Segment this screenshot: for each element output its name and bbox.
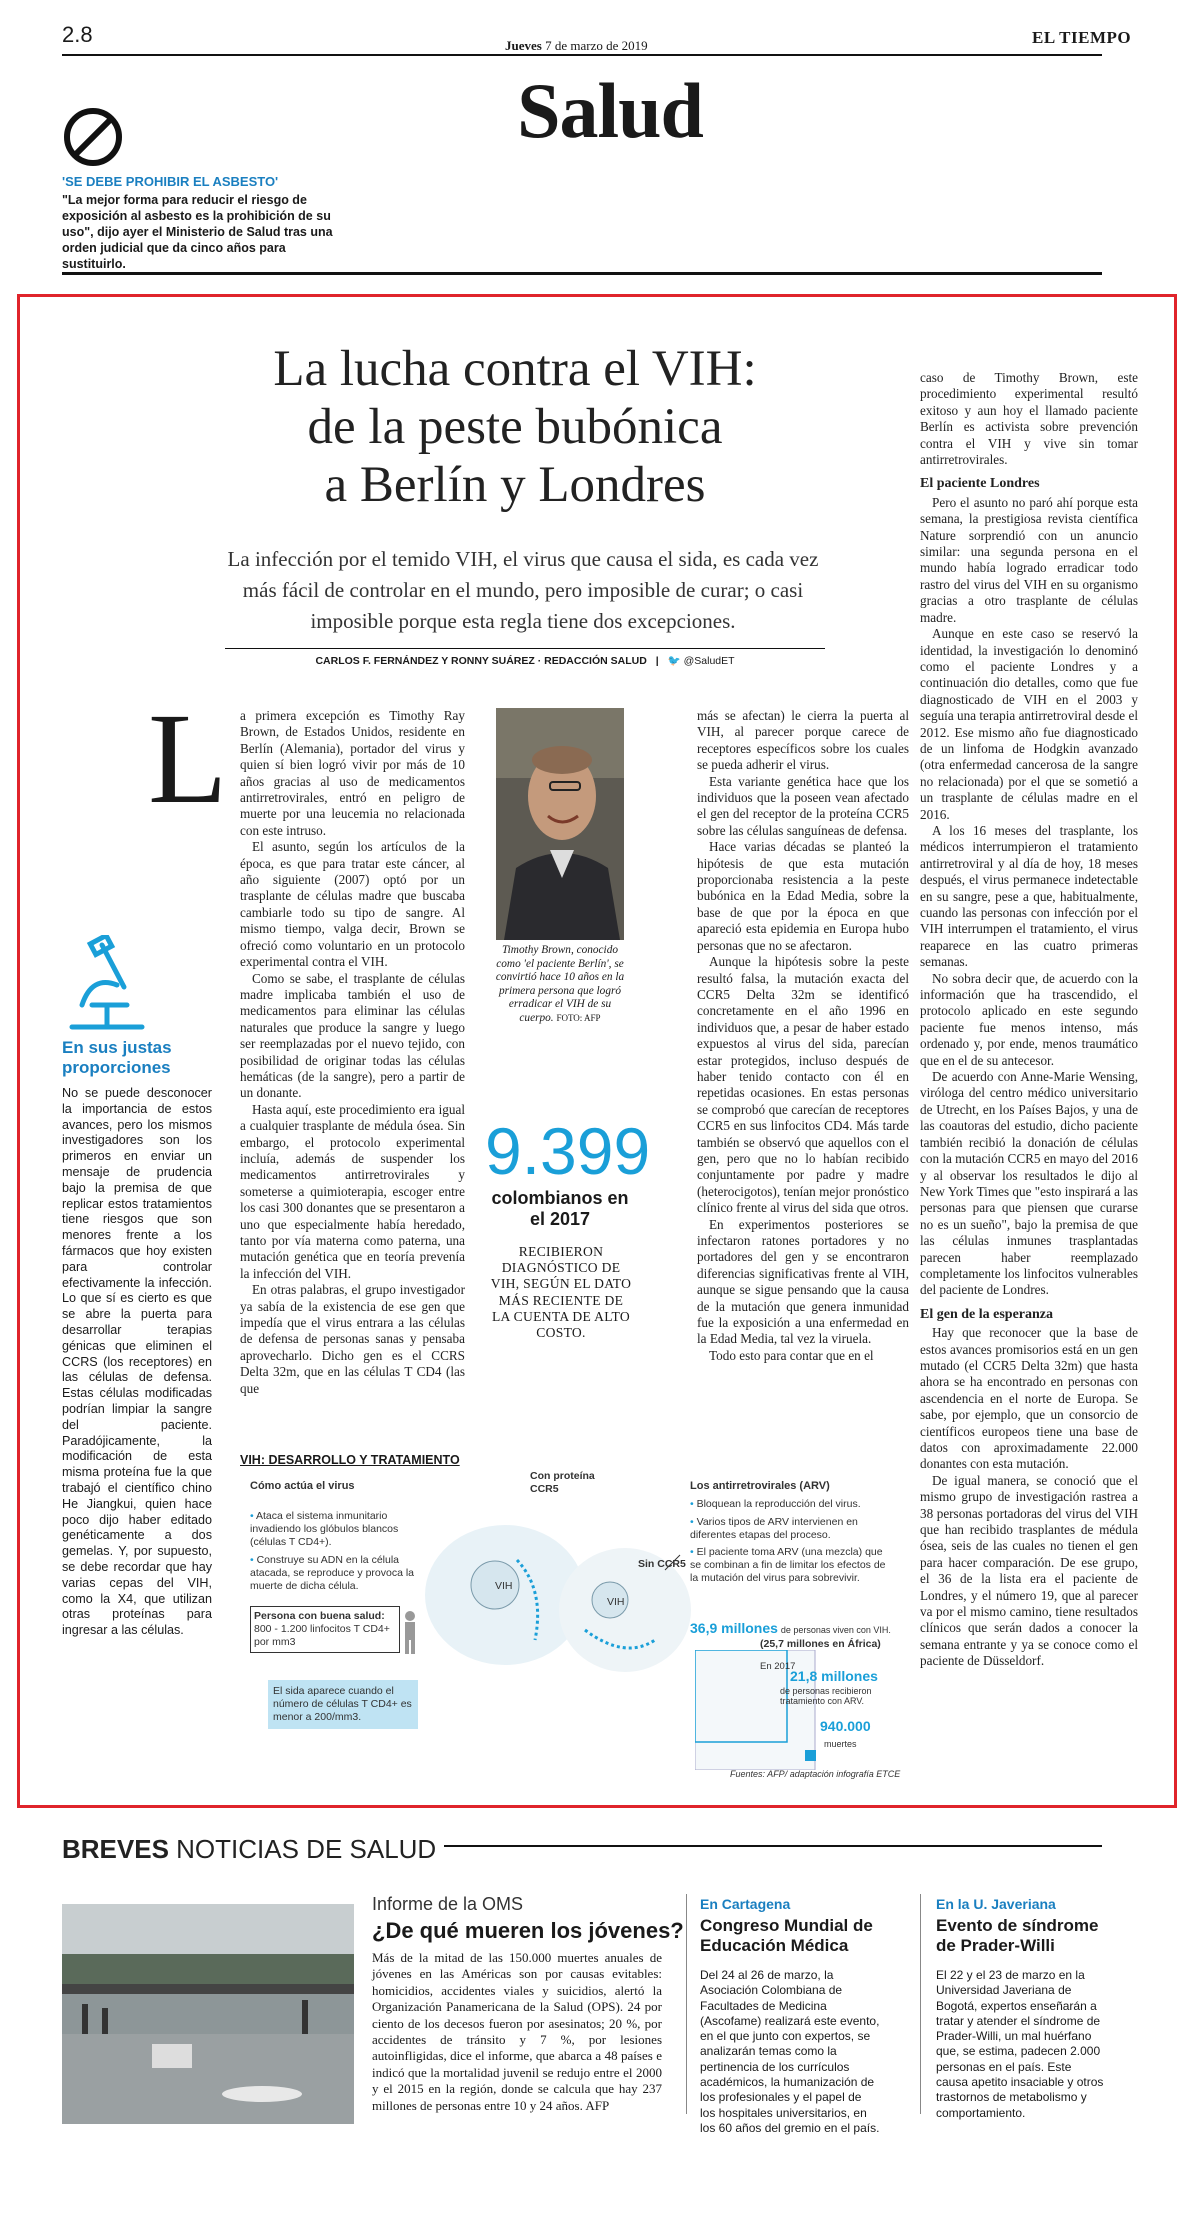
article-byline: CARLOS F. FERNÁNDEZ Y RONNY SUÁREZ · REDACCIÓN SALUD | 🐦 @SaludET bbox=[315, 655, 735, 667]
healthy-person-box bbox=[250, 1606, 400, 1653]
stat-description: RECIBIERON DIAGNÓSTICO DE VIH, SEGÚN EL DATO MÁS RECIENTE DE LA CUENTA DE ALTO COSTO. bbox=[490, 1244, 632, 1341]
year-2017-label: En 2017 bbox=[760, 1661, 796, 1672]
paragraph: En otras palabras, el grupo investigador ya sabía de la existencia de ese gen que impedía que el virus entrara a las células de defensa de personas sanas y pensaba aprovecharlo. Dicho gen es el CCRS Delta 32m, que en las células T CD4 (las que bbox=[240, 1282, 465, 1396]
stat-number: 9.399 bbox=[485, 1114, 651, 1188]
column-divider bbox=[686, 1894, 687, 2114]
byline-authors: CARLOS F. FERNÁNDEZ Y RONNY SUÁREZ · REDACCIÓN SALUD bbox=[315, 655, 647, 667]
date-text: 7 de marzo de 2019 bbox=[545, 38, 648, 53]
breves-label bbox=[62, 1834, 444, 1865]
brief-1-kicker: Informe de la OMS bbox=[372, 1894, 524, 1914]
paragraph: Aunque en este caso se reservó la identidad, la investigación lo denominó como el paciente Londres y a continuación dio detalles, como que fue diagnosticado de VIH en el 2003 y seguía una terapia antirretroviral desde el 2012. Ese mismo año fue diagnosticado de un linfoma de Hodgkin avanzado (otra enfermedad cancerosa de la sangre no relacionada) por el que se sometió a un trasplante de células madre en el 2016. bbox=[920, 626, 1138, 822]
deaths-label: muertes bbox=[824, 1739, 857, 1749]
paragraph: Pero el asunto no paró ahí porque esta semana, la prestigiosa revista científica Nature sorprendió con un anuncio similar: una segunda persona en el mundo había logrado erradicar todo rastro del virus del VIH en su organismo gracias a otro trasplante de células madre. bbox=[920, 494, 1138, 625]
deaths-value: 940.000 bbox=[820, 1718, 871, 1734]
drop-cap: L bbox=[148, 687, 228, 831]
portrait-photo bbox=[496, 708, 624, 940]
caption-text: Timothy Brown, conocido como 'el paciente Berlín', se convirtió hace 10 años en la primera persona que logró erradicar el VIH de su cuerpo. bbox=[495, 944, 625, 1024]
paragraph: De igual manera, se conoció que el mismo grupo de investigación rastrea a 38 personas portadoras del virus del VIH que han recibido trasplantes de médula ósea, seis de las cuales no tienen el gen para hacer comparación. De ese grupo, el 36 de la lista era el paciente de Londres, y el número 19, que al parecer va por el mismo camino, tiene resultados clínicos que serán dados a conocer la semana entrante y ya se conoce como el paciente de Düsseldorf. bbox=[920, 1472, 1138, 1669]
portrait-illustration bbox=[496, 708, 624, 940]
prohibited-icon bbox=[62, 106, 124, 168]
twitter-handle: @SaludET bbox=[683, 655, 735, 667]
stat-unit: colombianos en el 2017 bbox=[491, 1188, 629, 1229]
page-number: 2.8 bbox=[62, 22, 93, 47]
photo-caption bbox=[492, 944, 628, 1026]
brief-3-body: El 22 y el 23 de marzo en la Universidad Javeriana de Bogotá, expertos enseñarán a tratar y atender el síndrome de Prader-Willi, un mal huérfano que, se estima, padecen 2.000 personas en el país. Este causa apetito insaciable y otros trastornos de metabolismo y comportamiento. bbox=[936, 1968, 1104, 2120]
africa-count: (25,7 millones en África) bbox=[760, 1638, 881, 1650]
paragraph: Hay que reconocer que la base de estos avances promisorios está en un gen mutado (el CCR5 Delta 32m) que hasta ahora se ha encontrado en personas con ascendencia en el norte de Europa. Se sabe, por ejemplo, que un consorcio de científicos europeos tiene una base de datos con aproximadamente 22.000 donantes con esta mutación. bbox=[920, 1325, 1138, 1472]
arv-item: • Bloquean la reproducción del virus. bbox=[690, 1498, 861, 1510]
byline-rule bbox=[225, 648, 825, 649]
paragraph: caso de Timothy Brown, este procedimiento experimental resultó exitoso y aun hoy el llamado paciente Berlín es activista sobre prevención contra el VIH y vive sin tomar antirretrovirales. bbox=[920, 370, 1138, 468]
sidebar-body: No se puede desconocer la importancia de estos avances, pero los mismos investigadores son los primeros en enviar un mensaje de prudencia bajo la premisa de que replicar estos tratamientos tiene riesgos que son menores frente a los fármacos que hoy existen para controlar efectivamente la infección. Lo que sí es cierto es que se abre la puerta para desarrollar terapias génicas que eliminen el CCRS (los receptores) en las células de defensa. Estas células modificadas podrían limpiar la sangre del paciente. Paradójicamente, la modificación de esta misma proteína fue la que trabajó el científico chino He Jiangkui, quien hace poco dijo haber editado genéticamente a dos gemelas. Y, por supuesto, se debe recordar que hay varias cepas del VIH, como la X4, que utilizan otras proteínas para ingresar a las células. bbox=[62, 1086, 212, 1638]
brief-1-title: ¿De qué mueren los jóvenes? bbox=[372, 1918, 684, 1943]
arv-item: • Varios tipos de ARV intervienen en diferentes etapas del proceso. bbox=[690, 1516, 858, 1541]
how-item-text: Ataca el sistema inmunitario invadiendo los glóbulos blancos (células T CD4+). bbox=[250, 1510, 399, 1548]
sidebar-title: En sus justas proporciones bbox=[62, 1038, 172, 1077]
people-value: 36,9 millones bbox=[690, 1620, 778, 1636]
paragraph: más se afectan) le cierra la puerta al VIH, al parecer porque carece de receptores específicos sobre los cuales se pueda adherir el virus. bbox=[697, 708, 909, 773]
article-deck: La infección por el temido VIH, el virus que causa el sida, es cada vez más fácil de controlar en el mundo, pero imposible de curar; o casi imposible porque esta regla tiene dos excepciones. bbox=[227, 547, 819, 633]
section-title: Salud bbox=[517, 67, 703, 154]
aids-threshold-note: El sida aparece cuando el número de células T CD4+ es menor a 200/mm3. bbox=[268, 1680, 418, 1729]
person-icon bbox=[400, 1610, 420, 1654]
infographic-source: Fuentes: AFP/ adaptación infografía ETCE bbox=[730, 1769, 901, 1779]
paragraph: Hasta aquí, este procedimiento era igual a cualquier trasplante de médula ósea. Sin embargo, el protocolo experimental incluía, además de suspender los medicamentos antirretrovirales y someterse a quimioterapia, escoger entre los casi 300 donantes que se presentaron a uno que especialmente había heredado, tanto por vía materna como paterna, una mutación genética que en teoría prevenía la infección del VIH. bbox=[240, 1101, 465, 1281]
twitter-icon: 🐦 bbox=[667, 655, 681, 667]
article-column-3 bbox=[697, 708, 909, 1364]
header-bottom-rule bbox=[62, 272, 1102, 275]
column-divider bbox=[920, 1894, 921, 2114]
headline-line: de la peste bubónica bbox=[307, 399, 723, 455]
paragraph: A los 16 meses del trasplante, los médicos interrumpieron el tratamiento antirretroviral y al día de hoy, 18 meses después, el virus permanece indetectable en su sangre, pese a que, habitualmente, cuando las personas con infección por el VIH interrumpen el tratamiento, el virus reaparece en las cuatro primeras semanas. bbox=[920, 822, 1138, 970]
arv-item-text: Bloquean la reproducción del virus. bbox=[696, 1498, 861, 1510]
paragraph: Todo esto para contar que en el bbox=[709, 1347, 874, 1363]
paragraph: Como se sabe, el trasplante de células madre implicaba también el uso de medicamentos para eliminar las células naturales que produce la sangre y luego ser reemplazadas por el nuevo tejido, con posibilidad de originar todas las células hemáticas (de la sangre), pero a partir de un donante. bbox=[240, 970, 465, 1101]
infographic bbox=[240, 1470, 910, 1790]
healthy-title: Persona con buena salud: bbox=[254, 1610, 385, 1622]
headline-line: a Berlín y Londres bbox=[324, 457, 706, 513]
infographic-title: VIH: DESARROLLO Y TRATAMIENTO bbox=[240, 1453, 460, 1467]
brief-3-kicker: En la U. Javeriana bbox=[936, 1896, 1056, 1912]
arv-item-text: Varios tipos de ARV intervienen en diferentes etapas del proceso. bbox=[690, 1516, 858, 1541]
street-scene-illustration bbox=[62, 1904, 354, 2124]
vih-label: VIH bbox=[607, 1596, 625, 1608]
arv-item-text: El paciente toma ARV (una mezcla) que se combinan a fin de limitar los efectos de la mutación del virus para sobrevivir. bbox=[690, 1546, 886, 1584]
street-scene-photo bbox=[62, 1904, 354, 2124]
paragraph: Aunque la hipótesis sobre la peste resultó falsa, la mutación exacta del CCR5 Delta 32m se identificó concretamente en el año 1996 en individuos que, a pesar de haber estado expuestos al virus del sida, parecían estar protegidos, incluso después de haber tenido contacto con él en repetidas ocasiones. En estas personas se comprobó que carecían de receptores CCR5 en sus linfocitos CD4. Más tarde también se observó que aquellos con el gen, pero que no lo habían recibido conjuntamente por padre y madre (heterocigotos), tenían mejor pronóstico clínico frente al virus del sida que otros. bbox=[697, 954, 909, 1216]
how-virus-acts-title: Cómo actúa el virus bbox=[250, 1480, 355, 1492]
people-with-vih bbox=[690, 1622, 910, 1637]
breves-label-bold: BREVES bbox=[62, 1834, 169, 1864]
healthy-body: 800 - 1.200 linfocitos T CD4+ por mm3 bbox=[254, 1623, 390, 1648]
how-item: • Ataca el sistema inmunitario invadiendo los glóbulos blancos (células T CD4+). bbox=[250, 1510, 399, 1548]
virus-diagram bbox=[425, 1500, 695, 1690]
subheading: El gen de la esperanza bbox=[920, 1306, 1053, 1322]
how-item: • Construye su ADN en la célula atacada, se reproduce y provoca la muerte de dicha célula. bbox=[250, 1554, 415, 1592]
paragraph: a primera excepción es Timothy Ray Brown, de Estados Unidos, residente en Berlín (Alemania), portador del virus y quien sí bien logró vivir por más de 10 años gracias al uso de medicamentos antirretrovirales, entró en peligro de muerte por una leucemia no relacionada con este intruso. bbox=[240, 708, 465, 838]
photo-credit: FOTO: AFP bbox=[556, 1012, 601, 1023]
treated-label: de personas recibieron tratamiento con ARV. bbox=[780, 1686, 872, 1706]
paragraph: Hace varias décadas se planteó la hipótesis de que esta mutación proporcionaba resistencia a la peste bubónica en la Edad Media, sobre la base de que por la época en que apareció esta epidemia en Europa hubo personas que no se afectaron. bbox=[697, 839, 909, 953]
people-label: de personas viven con VIH. bbox=[780, 1625, 891, 1635]
arv-item: • El paciente toma ARV (una mezcla) que se combinan a fin de limitar los efectos de la mutación del virus para sobrevivir. bbox=[690, 1546, 886, 1584]
vih-label: VIH bbox=[495, 1580, 513, 1592]
headline-line: La lucha contra el VIH: bbox=[273, 341, 757, 397]
microscope-icon bbox=[62, 935, 150, 1035]
newspaper-brand: EL TIEMPO bbox=[1032, 28, 1132, 47]
treated-value: 21,8 millones bbox=[790, 1668, 878, 1684]
paragraph: En experimentos posteriores se infectaron ratones portadores y no portadores del gen y se encontraron diferencias significativas frente al VIH, aunque se sigue pensando que la causa de la mutación que genera inmunidad fue la exposición a una enfermedad en la Edad Media, tal vez la viruela. bbox=[697, 1216, 909, 1347]
ccr5-without-label: Sin CCR5 bbox=[638, 1558, 686, 1570]
paragraph: De acuerdo con Anne-Marie Wensing, viróloga del centro médico universitario de Utrecht, en los Países Bajos, y una de las coautoras del estudio, dicho paciente también recibió la donación de células con la mutación CCR5 en mayo del 2016 y al observar los resultados le dijo al New York Times que "esto inspirará a las personas para que piensen que curarse no es un sueño", bajo la premisa de que las células inmunes trasplantadas parecen haber reemplazado completamente los linfocitos vulnerables del paciente de Londres. bbox=[920, 1069, 1138, 1298]
brief-1-body: Más de la mitad de las 150.000 muertes anuales de jóvenes en las Américas son por causas evitables: homicidios, accidentes viales y suicidios, alertó la Organización Panamericana de la Salud (OPS). 24 por ciento de los decesos fueron por asesinatos; 20 %, por accidentes de tránsito y 7 %, por lesiones autoinfligidas, dice el informe, que abarca a 48 países e indicó que la mortalidad juvenil se redujo entre el 2000 y el 2015 en la región, donde se calcula que hay 237 millones de personas entre 10 y 24 años. AFP bbox=[372, 1950, 662, 2113]
brief-2-title: Congreso Mundial de Educación Médica bbox=[700, 1916, 873, 1955]
top-brief-headline: 'SE DEBE PROHIBIR EL ASBESTO' bbox=[62, 174, 279, 189]
header-rule bbox=[62, 54, 1102, 56]
brief-3-title: Evento de síndrome de Prader-Willi bbox=[936, 1916, 1099, 1955]
top-brief-body: "La mejor forma para reducir el riesgo de exposición al asbesto es la prohibición de su uso", dijo ayer el Ministerio de Salud tras una orden judicial que da cinco años para sustituirlo. bbox=[62, 193, 333, 271]
article-headline bbox=[215, 340, 815, 514]
paragraph: El asunto, según los artículos de la época, es que para tratar este cáncer, al año siguiente (2007) optó por un trasplante de células madre que buscaba cambiarle todo su tipo de sangre. Al mismo tiempo, valga decir, Brown se ofreció como voluntario en un protocolo experimental contra el VIH. bbox=[240, 839, 465, 970]
breves-label-rest: NOTICIAS DE SALUD bbox=[176, 1834, 437, 1864]
brief-2-kicker: En Cartagena bbox=[700, 1896, 791, 1912]
paragraph: No sobra decir que, de acuerdo con la información que ha trascendido, el protocolo aplicado en este segundo paciente fue menos intenso, más ordenado y, por ende, menos traumático que en el de su antecesor. bbox=[920, 970, 1138, 1068]
article-column-4 bbox=[920, 370, 1138, 1670]
date-weekday: Jueves bbox=[505, 38, 542, 53]
article-column-1 bbox=[240, 708, 465, 1397]
brief-2-body: Del 24 al 26 de marzo, la Asociación Colombiana de Facultades de Medicina (Ascofame) realizará este evento, en el que junto con expertos, se analizarán temas como la pertinencia de los currículos académicos, la humanización de los profesionales y el papel de los hospitales universitarios, en los 60 años del gremio en el país. bbox=[700, 1968, 880, 2135]
paragraph: Esta variante genética hace que los individuos que la poseen vean afectado el gen del receptor de la proteína CCR5 sobre las células sanguíneas de defensa. bbox=[697, 773, 909, 838]
ccr5-with-label: Con proteína CCR5 bbox=[530, 1470, 595, 1495]
arv-title: Los antirretrovirales (ARV) bbox=[690, 1480, 830, 1492]
subheading: El paciente Londres bbox=[920, 476, 1040, 492]
how-item-text: Construye su ADN en la célula atacada, se reproduce y provoca la muerte de dicha célula. bbox=[250, 1554, 415, 1592]
issue-date bbox=[505, 38, 648, 54]
